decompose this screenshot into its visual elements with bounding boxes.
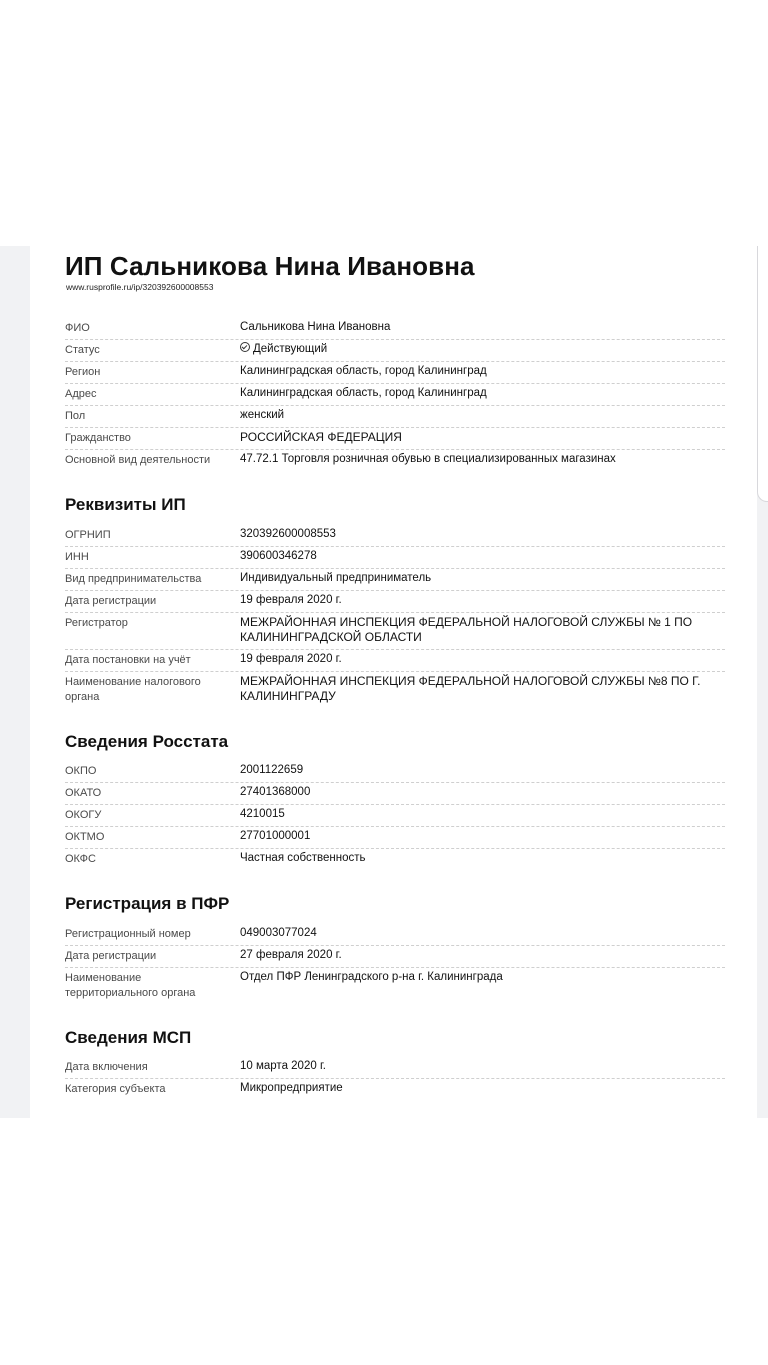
row-label: ФИО (65, 322, 90, 334)
row-label: ОКТМО (65, 831, 105, 843)
row-label: Вид предпринимательства (65, 573, 202, 585)
table-row (65, 384, 725, 406)
table-row (65, 318, 725, 340)
row-label: ОКОГУ (65, 809, 102, 821)
table-row (65, 805, 725, 827)
row-label: Основной вид деятельности (65, 454, 211, 466)
row-label: Наименование налогового органа (65, 676, 201, 703)
row-value: МЕЖРАЙОННАЯ ИНСПЕКЦИЯ ФЕДЕРАЛЬНОЙ НАЛОГОВОЙ СЛУЖБЫ №8 ПО Г. КАЛИНИНГРАДУ (240, 674, 701, 703)
row-value: 390600346278 (240, 550, 317, 562)
source-url[interactable]: www.rusprofile.ru/ip/320392600008553 (66, 282, 214, 292)
section-title-rosstat: Сведения Росстата (65, 732, 229, 751)
row-label: Дата включения (65, 1061, 148, 1073)
row-label: ОКФС (65, 853, 96, 865)
row-value: Калининградская область, город Калининград (240, 365, 487, 377)
status-value (240, 342, 720, 357)
table-row (65, 591, 725, 613)
row-value: Отдел ПФР Ленинградского р-на г. Калининграда (240, 971, 503, 983)
row-label: Адрес (65, 388, 97, 400)
row-label: ИНН (65, 551, 89, 563)
row-label: Регистратор (65, 617, 128, 629)
row-label: Дата постановки на учёт (65, 654, 191, 666)
table-row (65, 783, 725, 805)
table-row (65, 428, 725, 450)
table-row (65, 569, 725, 591)
table-row (65, 968, 725, 1004)
row-value: 19 февраля 2020 г. (240, 594, 342, 606)
table-row (65, 406, 725, 428)
row-label: Наименование территориального органа (65, 972, 196, 999)
row-value: 2001122659 (240, 764, 304, 776)
row-label: Регистрационный номер (65, 928, 191, 940)
row-value: 049003077024 (240, 927, 317, 939)
row-label: Категория субъекта (65, 1083, 166, 1095)
page-title: ИП Сальникова Нина Ивановна (65, 251, 475, 281)
table-row (65, 924, 725, 946)
table-row (65, 450, 725, 472)
table-row (65, 340, 725, 362)
row-value: 10 марта 2020 г. (240, 1060, 326, 1072)
table-row (65, 1079, 725, 1101)
row-label: Пол (65, 410, 86, 422)
row-value: Микропредприятие (240, 1082, 343, 1094)
table-row (65, 672, 725, 710)
row-value: 4210015 (240, 808, 285, 820)
section-title-msp: Сведения МСП (65, 1028, 192, 1047)
section-title-pfr: Регистрация в ПФР (65, 894, 230, 913)
row-value: 19 февраля 2020 г. (240, 653, 342, 665)
row-value: 27 февраля 2020 г. (240, 949, 342, 961)
row-value: 320392600008553 (240, 528, 336, 540)
row-label: Гражданство (65, 432, 131, 444)
row-value: Калининградская область, город Калининград (240, 387, 487, 399)
table-row (65, 547, 725, 569)
table-row (65, 525, 725, 547)
row-value: 27401368000 (240, 786, 311, 798)
table-row (65, 613, 725, 650)
row-label: ОКАТО (65, 787, 102, 799)
table-row (65, 849, 725, 871)
row-value: 27701000001 (240, 830, 311, 842)
section-title-requisites: Реквизиты ИП (65, 495, 186, 514)
row-label: ОКПО (65, 765, 97, 777)
row-value: 47.72.1 Торговля розничная обувью в специализированных магазинах (240, 453, 616, 465)
row-value: женский (240, 409, 285, 421)
table-row (65, 761, 725, 783)
row-value: МЕЖРАЙОННАЯ ИНСПЕКЦИЯ ФЕДЕРАЛЬНОЙ НАЛОГОВОЙ СЛУЖБЫ № 1 ПО КАЛИНИНГРАДСКОЙ ОБЛАСТИ (240, 615, 693, 644)
table-row (65, 362, 725, 384)
row-label: Статус (65, 344, 100, 356)
row-value: РОССИЙСКАЯ ФЕДЕРАЦИЯ (240, 430, 402, 444)
status-text: Действующий (253, 343, 328, 355)
table-row (65, 946, 725, 968)
row-label: ОГРНИП (65, 529, 111, 541)
row-value: Сальникова Нина Ивановна (240, 321, 391, 333)
row-value: Частная собственность (240, 852, 366, 864)
row-label: Регион (65, 366, 101, 378)
row-label: Дата регистрации (65, 950, 157, 962)
scrollbar-thumb[interactable] (757, 246, 768, 502)
table-row (65, 650, 725, 672)
table-row (65, 1057, 725, 1079)
row-value: Индивидуальный предприниматель (240, 572, 432, 584)
check-circle-icon (240, 342, 250, 352)
table-row (65, 827, 725, 849)
row-label: Дата регистрации (65, 595, 157, 607)
